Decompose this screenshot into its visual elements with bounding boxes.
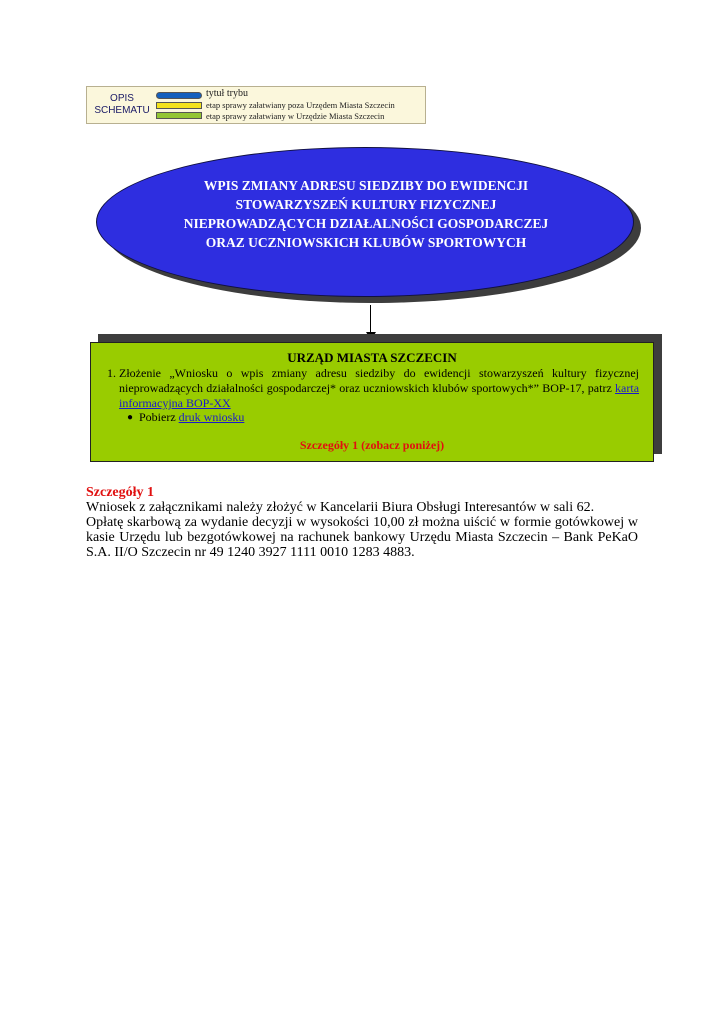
legend-box bbox=[86, 86, 426, 124]
flow-arrow bbox=[370, 305, 371, 335]
step-item bbox=[107, 366, 640, 411]
office-box bbox=[90, 342, 654, 462]
legend-text-internal: etap sprawy załatwiany w Urzędzie Miasta Szczecin bbox=[206, 111, 385, 121]
office-heading: URZĄD MIASTA SZCZECIN bbox=[287, 350, 457, 365]
step-text: Złożenie „Wniosku o wpis zmiany adresu siedziby do ewidencji stowarzyszeń kultury fizycznej nieprowadzących działalności gospodarczej* oraz uczniowskich klubów sportowych*” BOP-17, patrz bbox=[119, 366, 639, 395]
bullet-icon: ● bbox=[127, 412, 134, 423]
download-item bbox=[127, 410, 245, 425]
step-number: 1. bbox=[107, 366, 116, 380]
details-section bbox=[86, 485, 638, 560]
details-paragraph: Opłatę skarbową za wydanie decyzji w wysokości 10,00 zł można uiścić w formie gotówkowej w kasie Urzędu lub bezgotówkowej na rachunek bankowy Urzędu Miasta Szczecin – Bank PeKaO S.A. II/O Szczecin nr 49 1240 3927 1111 0010 1283 4883. bbox=[86, 515, 638, 560]
info-card-link[interactable]: karta informacyjna BOP-XX bbox=[119, 381, 640, 410]
details-heading: Szczegóły 1 bbox=[86, 485, 155, 500]
legend-text-title: tytuł trybu bbox=[206, 88, 248, 99]
legend-swatch-internal bbox=[156, 112, 202, 119]
legend-swatch-external bbox=[156, 102, 202, 109]
procedure-title: WPIS ZMIANY ADRESU SIEDZIBY DO EWIDENCJI STOWARZYSZEŃ KULTURY FIZYCZNEJ NIEPROWADZĄCYCH DZIAŁALNOŚCI GOSPODARCZEJ ORAZ UCZNIOWSKICH KLUBÓW SPORTOWYCH bbox=[183, 178, 549, 250]
details-line: Wniosek z załącznikami należy złożyć w Kancelarii Biura Obsługi Interesantów w sali 62. bbox=[86, 500, 595, 515]
legend-text-external: etap sprawy załatwiany poza Urzędem Miasta Szczecin bbox=[206, 100, 395, 110]
details-reference: Szczegóły 1 (zobacz poniżej) bbox=[299, 438, 445, 452]
legend-swatch-title bbox=[156, 92, 202, 99]
download-prefix: Pobierz bbox=[139, 410, 176, 424]
download-form-link[interactable]: druk wniosku bbox=[178, 410, 245, 424]
legend-label: OPIS SCHEMATU bbox=[94, 93, 150, 116]
